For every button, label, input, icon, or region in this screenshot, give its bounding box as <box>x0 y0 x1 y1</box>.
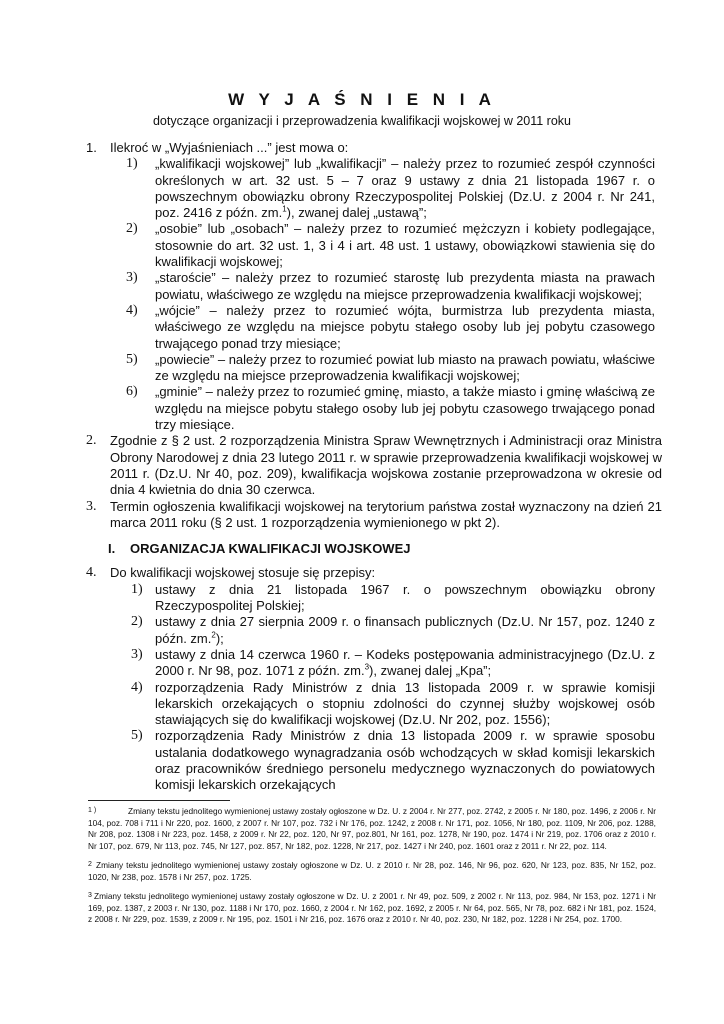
point-text: Do kwalifikacji wojskowej stosuje się przepisy: <box>110 565 376 581</box>
item-text: ustawy z dnia 21 listopada 1967 r. o powszechnym obowiązku obrony Rzeczypospolitej Polskiej; <box>155 581 655 614</box>
definition-item <box>0 303 655 352</box>
point-number: 1. <box>86 140 97 155</box>
item-text: ustawy z dnia 27 sierpnia 2009 r. o finansach publicznych (Dz.U. Nr 157, poz. 1240 z późn. zm.$^2$); <box>155 614 655 646</box>
point-number: 3. <box>86 498 97 514</box>
document-body <box>0 140 724 794</box>
definition-item <box>0 156 655 221</box>
section-heading <box>0 541 724 557</box>
item-number: 2) <box>126 221 138 237</box>
item-text: rozporządzenia Rady Ministrów z dnia 13 listopada 2009 r. w sprawie komisji lekarskich orzekających o stopniu zdolności do czynnej służby wojskowej osób stawiających się do kwalifikacji wojskowej (Dz.U. Nr 202, poz. 1556); <box>155 679 655 728</box>
document-title: W Y J A Ś N I E N I A <box>228 90 496 109</box>
definition-item <box>0 270 655 303</box>
footnote-mark: 2 <box>88 861 92 868</box>
regulation-item <box>0 582 655 615</box>
item-number: 4) <box>126 302 138 318</box>
point-4 <box>0 565 662 581</box>
footnote-3 <box>88 891 656 926</box>
item-number: 1) <box>126 156 138 172</box>
item-text: „starościе” – należy przez to rozumieć starostę lub prezydenta miasta na prawach powiatu, właściwego ze względu na miejsce przeprowadzenia kwalifikacji wojskowej; <box>155 270 655 302</box>
point-text: Zgodnie z § 2 ust. 2 rozporządzenia Ministra Spraw Wewnętrznych i Administracji oraz Ministra Obrony Narodowej z dnia 23 lutego 2011 r. w sprawie przeprowadzenia kwalifikacji wojskowej w 2011 r. (Dz.U. Nr 40, poz. 209), kwalifikacja wojskowa zostanie przeprowadzona w okresie od dnia 4 kwietnia do dnia 30 czerwca. <box>110 433 662 498</box>
point-number: 2. <box>86 433 97 449</box>
footnotes <box>88 806 656 934</box>
item-number: 5) <box>126 351 138 367</box>
footnote-1 <box>88 806 656 852</box>
point-2 <box>0 433 662 498</box>
item-number: 6) <box>126 384 138 400</box>
point-1 <box>0 140 662 156</box>
item-number: 3) <box>131 646 143 662</box>
item-text: „wójcie” – należy przez to rozumieć wójta, burmistrza lub prezydenta miasta, właściwego ze względu na miejsce pobytu stałego osoby lub jej pobytu czasowego trwającego ponad trzy miesiące; <box>155 302 655 351</box>
definition-item <box>0 221 655 270</box>
definition-item <box>0 352 655 385</box>
item-text: ustawy z dnia 14 czerwca 1960 r. – Kodeks postępowania administracyjnego (Dz.U. z 2000 r. Nr 98, poz. 1071 z późn. zm.$^3$), zwanej dalej „Kpa”; <box>155 646 655 679</box>
point-text: Ilekroć w „Wyjaśnieniach ...” jest mowa o: <box>110 140 349 155</box>
regulation-item <box>0 728 655 793</box>
item-text: „kwalifikacji wojskowej” lub „kwalifikacji” – należy przez to rozumieć zespół czynności określonych w art. 32 ust. 5 – 7 oraz 9 ustawy z dnia 21 listopada 1967 r. o powszechnym obowiązku obrony Rzeczypospolitej Polskiej (Dz.U. z 2004 r. Nr 241, poz. 2416 z późn. zm.$^1$), zwanej dalej „ustawą”; <box>155 156 655 221</box>
document-subtitle: dotyczące organizacji i przeprowadzenia kwalifikacji wojskowej w 2011 roku <box>152 114 572 128</box>
footnote-2 <box>88 860 656 883</box>
point-number: 4. <box>86 565 97 581</box>
item-number: 5) <box>131 728 143 744</box>
footnote-mark: 3 <box>88 892 92 899</box>
point-3 <box>0 499 662 532</box>
footnote-mark: 1 ) <box>88 807 97 814</box>
section-number: I. <box>108 541 116 557</box>
item-text: rozporządzenia Rady Ministrów z dnia 13 listopada 2009 r. w sprawie sposobu ustalania dodatkowego wynagradzania osób wchodzących w skład komisji lekarskich oraz pracowników średniego personelu medycznego wyznaczonych do powiatowych komisji lekarskich orzekających <box>155 728 655 793</box>
item-number: 2) <box>131 614 143 630</box>
item-text: „gminie” – należy przez to rozumieć gminę, miasto, a także miasto i gminę właściwą ze względu na miejsce pobytu stałego osoby lub jej pobytu czasowego trwającego ponad trzy miesiące. <box>155 384 655 433</box>
item-text: „powiecie” – należy przez to rozumieć powiat lub miasto na prawach powiatu, właściwe ze względu na miejsce przeprowadzenia kwalifikacji wojskowej; <box>155 351 656 384</box>
item-text: „osobie” lub „osobach” – należy przez to rozumieć mężczyzn i kobiety podlegające, stosownie do art. 32 ust. 1, 3 i 4 i art. 48 ust. 1 ustawy, obowiązkowi stawienia się do kwalifikacji wojskowej; <box>155 221 655 270</box>
section-title: ORGANIZACJA KWALIFIKACJI WOJSKOWEJ <box>130 541 411 557</box>
regulation-item <box>0 680 655 729</box>
definition-item <box>0 384 655 433</box>
point-text: Termin ogłoszenia kwalifikacji wojskowej na terytorium państwa został wyznaczony na dzień 21 marca 2011 roku (§ 2 ust. 1 rozporządzenia wymienionego w pkt 2). <box>110 498 662 530</box>
regulation-item <box>0 647 655 680</box>
footnote-text: Zmiany tekstu jednolitego wymienionej ustawy zostały ogłoszone w Dz. U. z 2001 r. Nr 49, poz. 509, z 2002 r. Nr 113, poz. 984, Nr 153, poz. 1271 i Nr 169, poz. 1387, z 2003 r. Nr 130, poz. 1188 i Nr 170, poz. 1660, z 2004 r. Nr 162, poz. 1692, z 2005 r. Nr 64, poz. 565, Nr 78, poz. 682 i Nr 181, poz. 1524, z 2008 r. Nr 229, poz. 1539, z 2009 r. Nr 195, poz. 1501 i Nr 216, poz. 1676 oraz z 2010 r. Nr 40, poz. 230, Nr 182, poz. 1228 i Nr 254, poz. 1700. <box>88 891 656 924</box>
footnote-text: Zmiany tekstu jednolitego wymienionej ustawy zostały ogłoszone w Dz. U. z 2010 r. Nr 28, poz. 146, Nr 96, poz. 620, Nr 123, poz. 835, Nr 152, poz. 1020, Nr 238, poz. 1578 i Nr 257, poz. 1725. <box>88 860 656 882</box>
regulation-item <box>0 614 655 647</box>
footnote-text: Zmiany tekstu jednolitego wymienionej ustawy zostały ogłoszone w Dz. U. z 2004 r. Nr 277, poz. 2742, z 2005 r. Nr 180, poz. 1496, z 2006 r. Nr 104, poz. 708 i 711 i Nr 220, poz. 1600, z 2007 r. Nr 107, poz. 732 i Nr 176, poz. 1242, z 2008 r. Nr 171, poz. 1056, Nr 180, poz. 1109, Nr 206, poz. 1288, Nr 208, poz. 1308 i Nr 223, poz. 1458, z 2009 r. Nr 22, poz. 120, Nr 97, poz.801, Nr 161, poz. 1278, Nr 190, poz. 1474 i Nr 219, poz. 1706 oraz z 2010 r. Nr 107, poz. 679, Nr 113, poz. 745, Nr 127, poz. 857, Nr 182, poz. 1228, Nr 217, poz. 1427 i Nr 240, poz. 1601 oraz z 2011 r. Nr 22, poz. 114. <box>88 806 656 851</box>
item-number: 1) <box>131 581 143 597</box>
item-number: 4) <box>131 679 143 695</box>
item-number: 3) <box>126 270 138 286</box>
footnote-separator <box>88 800 230 801</box>
